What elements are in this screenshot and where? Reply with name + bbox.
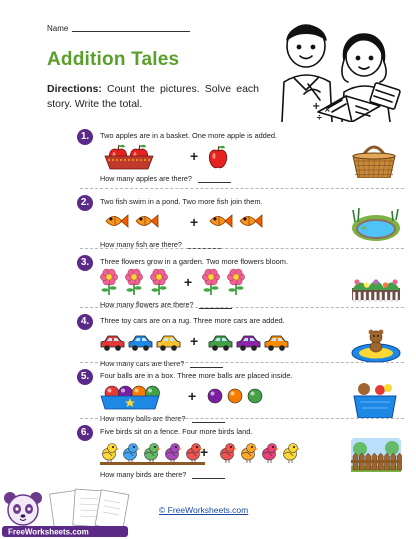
story-text: Five birds sit on a fence. Four more birds land.	[100, 427, 253, 436]
ball-group-second	[206, 382, 266, 410]
plus-sign: +	[200, 444, 209, 460]
problem-number-badge: 6.	[77, 425, 93, 441]
car-group-first	[100, 327, 184, 355]
garden-illustration	[350, 266, 402, 304]
plus-sign: +	[188, 388, 197, 404]
question-text: How many birds are there?	[100, 470, 187, 479]
bird-group-first	[100, 438, 205, 466]
problem-3	[80, 254, 404, 312]
apple-group-second	[208, 142, 230, 170]
question-text: How many fish are there?	[100, 240, 182, 249]
svg-text:+: +	[312, 101, 321, 112]
page-title: Addition Tales	[47, 49, 180, 70]
story-text: Three flowers grow in a garden. Two more flowers bloom.	[100, 257, 288, 266]
flower-group-first	[100, 268, 175, 296]
svg-text:÷: ÷	[316, 113, 323, 122]
problem-6	[80, 424, 404, 482]
freeworksheets-logo[interactable]	[0, 486, 140, 539]
kids-studying-illustration	[268, 16, 408, 122]
story-text: Four balls are in a box. Three more balls are placed inside.	[100, 371, 293, 380]
problem-2	[80, 194, 404, 252]
logo-text: FreeWorksheets.com	[8, 527, 89, 537]
problem-divider	[80, 418, 404, 419]
directions	[47, 82, 259, 112]
problem-divider	[80, 362, 404, 363]
picture-group	[100, 382, 320, 410]
problem-1	[80, 128, 404, 186]
answer-blank[interactable]	[192, 478, 225, 479]
directions-label: Directions:	[47, 83, 102, 95]
fish-group-first	[104, 208, 164, 236]
problem-divider	[80, 248, 404, 249]
directions-text: Count the pictures. Solve each story. Write the total.	[47, 83, 259, 110]
rug-illustration	[350, 325, 402, 363]
answer-blank[interactable]	[199, 308, 232, 309]
problem-number-badge: 3.	[77, 255, 93, 271]
plus-sign: +	[184, 274, 193, 290]
question-text: How many apples are there?	[100, 174, 192, 183]
name-field-row	[47, 24, 190, 33]
car-group-second	[208, 327, 292, 355]
story-text: Three toy cars are on a rug. Three more cars are added.	[100, 316, 285, 325]
plus-sign: +	[190, 214, 199, 230]
answer-blank[interactable]	[198, 182, 231, 183]
problem-number-badge: 5.	[77, 369, 93, 385]
basket-illustration	[350, 140, 402, 178]
name-label: Name	[47, 24, 69, 33]
name-line[interactable]	[72, 31, 190, 32]
problem-divider	[80, 188, 404, 189]
apple-bowl	[104, 142, 154, 170]
plus-sign: +	[190, 333, 199, 349]
problem-number-badge: 2.	[77, 195, 93, 211]
question-text: How many balls are there?	[100, 414, 186, 423]
story-text: Two fish swim in a pond. Two more fish join them.	[100, 197, 263, 206]
fence-illustration	[350, 436, 402, 474]
picture-group	[100, 438, 320, 466]
bird-group-second	[218, 438, 302, 466]
fish-group-second	[208, 208, 268, 236]
ball-box	[100, 382, 160, 410]
picture-group	[100, 327, 320, 355]
problem-number-badge: 1.	[77, 129, 93, 145]
question-text: How many cars are there?	[100, 359, 185, 368]
question-text: How many flowers are there?	[100, 300, 194, 309]
svg-text:×: ×	[324, 105, 331, 114]
picture-group	[100, 208, 320, 236]
problem-divider	[80, 307, 404, 308]
pond-illustration	[350, 206, 402, 244]
flower-group-second	[202, 268, 252, 296]
plus-sign: +	[190, 148, 199, 164]
story-text: Two apples are in a basket. One more apple is added.	[100, 131, 278, 140]
problem-number-badge: 4.	[77, 314, 93, 330]
picture-group	[100, 142, 320, 170]
picture-group	[100, 268, 320, 296]
footer-copyright-link[interactable]: © FreeWorksheets.com	[159, 505, 249, 515]
toy-box-illustration	[350, 380, 402, 418]
answer-blank[interactable]	[192, 422, 225, 423]
